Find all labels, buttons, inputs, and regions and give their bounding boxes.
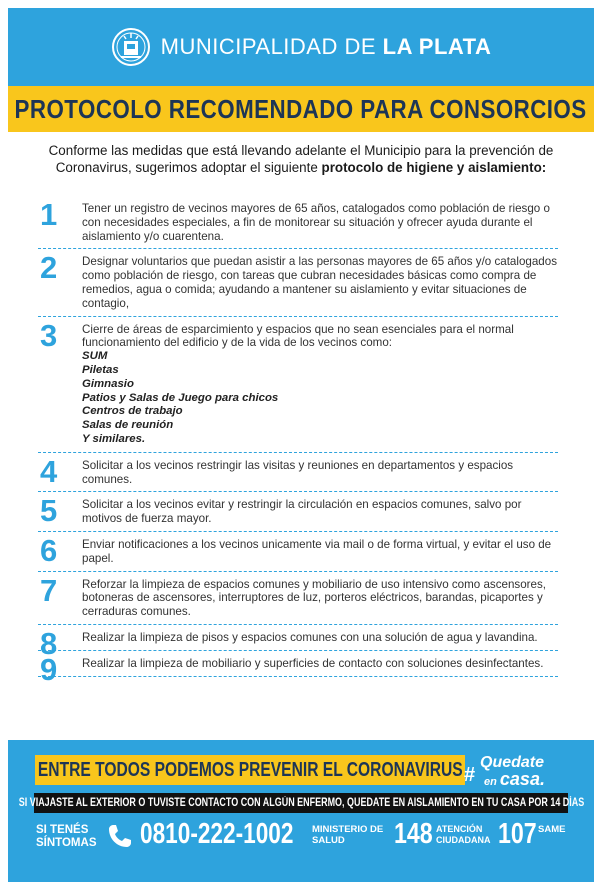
list-item — [38, 453, 558, 493]
intro-bold: protocolo de higiene y aislamiento: — [321, 160, 547, 175]
header-bar — [8, 8, 594, 86]
citizen-number[interactable]: 148 — [394, 818, 433, 850]
citizen-label — [436, 824, 491, 846]
citizen-line2: CIUDADANA — [436, 835, 491, 845]
ministry-line2: SALUD — [312, 835, 345, 846]
phone-icon — [106, 822, 134, 850]
list-item — [38, 651, 558, 687]
item-text: Solicitar a los vecinos evitar y restringir la circulación en espacios comunes, salvo por motivos de fuerza mayor. — [82, 498, 522, 526]
slogan-box — [35, 755, 465, 785]
item-text: Cierre de áreas de esparcimiento y espacios que no sean esenciales para el normal funcionamiento del edificio y de la vida de los vecinos como: — [82, 322, 514, 350]
phone-number[interactable]: 0810-222-1002 — [140, 818, 294, 850]
list-item — [38, 532, 558, 572]
list-item — [38, 317, 558, 453]
item-number: 6 — [40, 532, 58, 568]
list-item — [38, 492, 558, 532]
sub-item: Gimnasio — [82, 377, 134, 390]
symptoms-line1: SI TENÉS — [36, 824, 89, 836]
hashtag-en: en — [484, 776, 497, 788]
citizen-line1: ATENCIÓN — [436, 824, 483, 834]
contact-row — [8, 818, 594, 874]
list-item — [38, 196, 558, 249]
item-text: Reforzar la limpieza de espacios comunes y mobiliario de uso intensivo como ascensores, botoneras de ascensores, interruptores de luz, porteros eléctricos, barandas, picaportes y cerraduras comunes. — [82, 577, 546, 619]
item-number: 7 — [40, 572, 58, 608]
item-text: Realizar la limpieza de pisos y espacios comunes con una solución de agua y lavandina. — [82, 630, 538, 644]
item-text: Solicitar a los vecinos restringir las visitas y reuniones en departamentos y espacios comunes. — [82, 458, 514, 486]
hashtag-en-casa — [484, 769, 545, 790]
sub-item: Y similares. — [82, 432, 146, 445]
hashtag-symbol: # — [464, 764, 476, 786]
item-number: 9 — [40, 651, 58, 687]
la-plata-seal-icon — [111, 27, 151, 67]
item-number: 8 — [40, 625, 58, 661]
hashtag-logo — [464, 750, 574, 790]
symptoms-label — [36, 824, 97, 850]
protocol-list — [38, 196, 558, 687]
item-number: 2 — [40, 250, 58, 286]
alert-bar — [18, 793, 584, 813]
list-item — [38, 625, 558, 661]
sub-item: Salas de reunión — [82, 419, 174, 432]
org-prefix: MUNICIPALIDAD DE — [160, 34, 377, 59]
item-text: Realizar la limpieza de mobiliario y superficies de contacto con soluciones desinfectantes. — [82, 656, 544, 670]
ministry-label — [312, 824, 383, 846]
item-text: Designar voluntarios que puedan asistir a las personas mayores de 65 años y/o catalogados como población de riesgo, con tareas que cubran necesidades básicas como compra de remedios, agua o comida; ayudando a mantener su aislamiento y evitar situaciones de contagio, — [82, 255, 557, 310]
item-number: 5 — [40, 493, 58, 529]
ministry-line1: MINISTERIO DE — [312, 824, 384, 835]
org-name — [161, 34, 492, 60]
footer-panel — [8, 740, 594, 882]
sub-item: Piletas — [82, 363, 119, 376]
item-number: 4 — [40, 453, 58, 489]
hashtag-casa: casa. — [499, 769, 545, 789]
sub-item: Centros de trabajo — [82, 405, 183, 418]
same-number[interactable]: 107 — [498, 818, 537, 850]
intro-text: Conforme las medidas que está llevando adelante el Municipio para la prevención de Coronavirus, sugerimos adoptar el siguiente — [48, 143, 554, 175]
same-label: SAME — [538, 824, 566, 835]
alert-text: SI VIAJASTE AL EXTERIOR O TUVISTE CONTACTO CON ALGÚN ENFERMO, QUEDATE EN AISLAMIENTO EN TU CASA POR 14 DÍAS — [18, 797, 584, 809]
list-item — [38, 572, 558, 625]
intro-paragraph — [18, 142, 584, 176]
item-number: 1 — [40, 197, 58, 232]
sub-item: Patios y Salas de Juego para chicos — [82, 391, 279, 404]
sub-item: SUM — [82, 350, 108, 363]
page-title: PROTOCOLO RECOMENDADO PARA CONSORCIOS — [14, 93, 588, 124]
item-number: 3 — [40, 317, 58, 353]
list-item — [38, 249, 558, 316]
symptoms-line2: SÍNTOMAS — [36, 837, 97, 849]
title-band — [8, 86, 594, 132]
org-city: LA PLATA — [382, 34, 492, 59]
slogan: ENTRE TODOS PODEMOS PREVENIR EL CORONAVIRUS — [37, 758, 463, 781]
item-text: Enviar notificaciones a los vecinos unicamente via mail o de forma virtual, y evitar el uso de papel. — [82, 537, 552, 565]
hashtag-quedate: Quedate — [480, 754, 545, 771]
item-text: Tener un registro de vecinos mayores de 65 años, catalogados como población de riesgo o con necesidades especiales, a fin de monitorear su situación y ofrecer ayuda durante el aislamiento y/o cuarentena. — [82, 202, 550, 243]
